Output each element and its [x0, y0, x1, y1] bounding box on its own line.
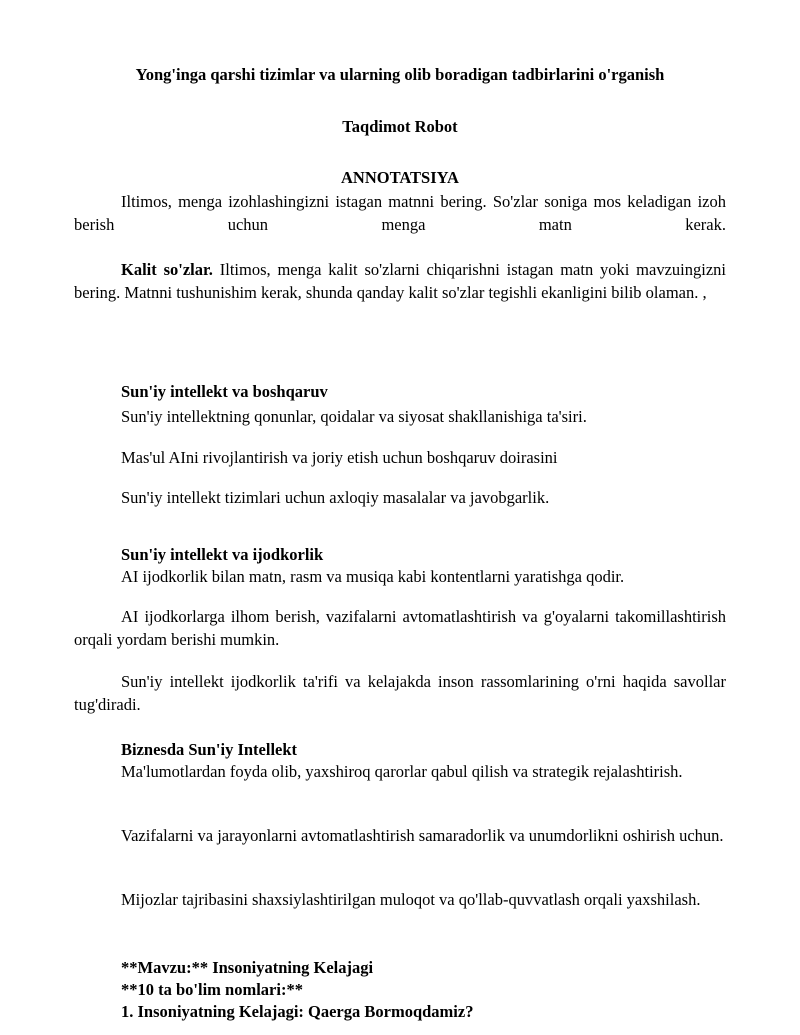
keywords-text: Iltimos, menga kalit so'zlarni chiqarishni istagan matn yoki mavzuingizni bering. Matnni tushunishim kerak, shunda qanday kalit so'zlar tegishli ekanligini bilib olaman. , — [74, 260, 726, 302]
section-creativity-p2: AI ijodkorlarga ilhom berish, vazifalarni avtomatlashtirish va g'oyalarni takomillashtirish orqali yordam berishi mumkin. — [74, 607, 726, 649]
section-creativity-p1: AI ijodkorlik bilan matn, rasm va musiqa kabi kontentlarni yaratishga qodir. — [121, 567, 625, 586]
section-heading-business: Biznesda Sun'iy Intellekt — [121, 740, 298, 759]
footer-topic-line: **Mavzu:** Insoniyatning Kelajagi — [121, 958, 374, 977]
section-governance-p1: Sun'iy intellektning qonunlar, qoidalar va siyosat shakllanishiga ta'siri. — [121, 407, 587, 426]
keywords-paragraph — [74, 258, 726, 304]
section-heading-creativity: Sun'iy intellekt va ijodkorlik — [121, 545, 324, 564]
footer-sections-line: **10 ta bo'lim nomlari:** — [121, 980, 303, 999]
section-creativity-p3: Sun'iy intellekt ijodkorlik ta'rifi va kelajakda inson rassomlarining o'rni haqida savollar tug'diradi. — [74, 672, 726, 714]
document-author: Taqdimot Robot — [342, 117, 458, 136]
section-heading-governance: Sun'iy intellekt va boshqaruv — [121, 382, 328, 401]
section-business-p2: Vazifalarni va jarayonlarni avtomatlashtirish samaradorlik va unumdorlikni oshirish uchun. — [121, 826, 724, 845]
section-business-p3: Mijozlar tajribasini shaxsiylashtirilgan muloqot va qo'llab-quvvatlash orqali yaxshilash. — [121, 890, 701, 909]
keywords-label: Kalit so'zlar. — [121, 260, 213, 279]
annotation-heading: ANNOTATSIYA — [341, 168, 459, 187]
footer-first-section-line: 1. Insoniyatning Kelajagi: Qaerga Bormoqdamiz? — [121, 1002, 474, 1021]
document-title: Yong'inga qarshi tizimlar va ularning olib boradigan tadbirlarini o'rganish — [135, 65, 665, 84]
section-governance-p2: Mas'ul AIni rivojlantirish va joriy etish uchun boshqaruv doirasini — [121, 448, 558, 467]
annotation-text: Iltimos, menga izohlashingizni istagan matnni bering. So'zlar soniga mos keladigan izoh berish uchun menga matn kerak. — [74, 192, 726, 234]
section-business-p1: Ma'lumotlardan foyda olib, yaxshiroq qarorlar qabul qilish va strategik rejalashtirish. — [121, 762, 683, 781]
section-governance-p3: Sun'iy intellekt tizimlari uchun axloqiy masalalar va javobgarlik. — [121, 488, 550, 507]
